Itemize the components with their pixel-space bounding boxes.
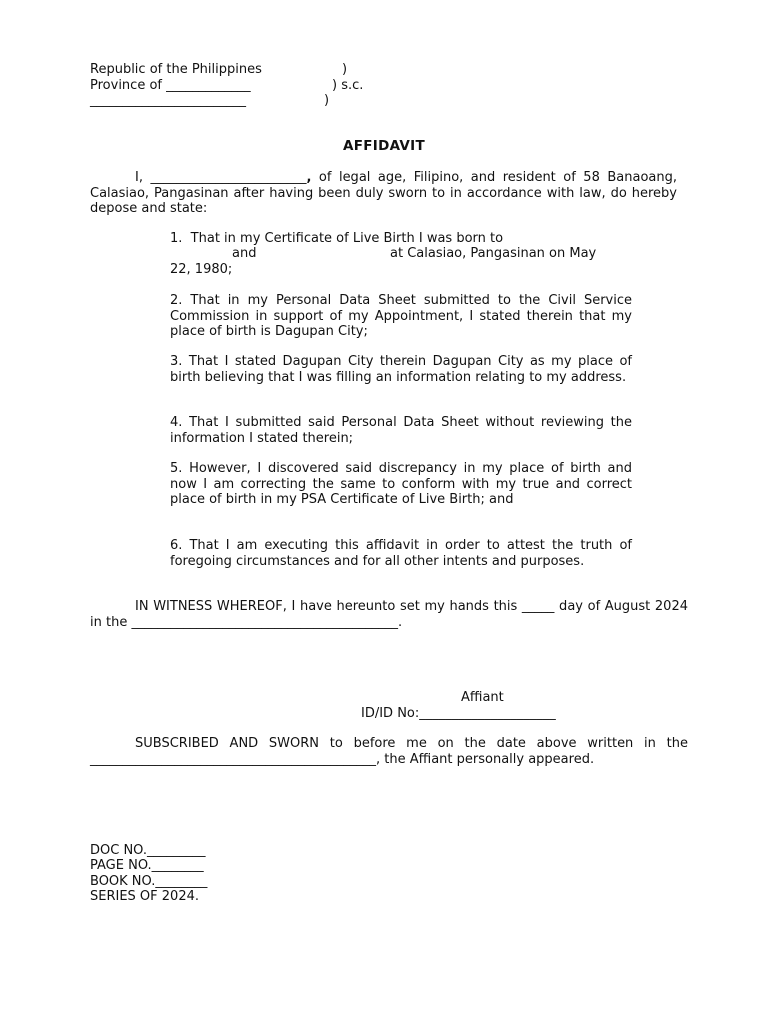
caption-republic: Republic of the Philippines <box>90 62 262 77</box>
intro-paragraph <box>90 170 677 217</box>
witness-paragraph: IN WITNESS WHEREOF, I have hereunto set my hands this _____ day of August 2024 in the _________________________________________. <box>90 599 688 630</box>
intro-comma: , <box>306 170 312 185</box>
item-1-date: 22, 1980; <box>170 262 233 277</box>
item-3: 3. That I stated Dagupan City therein Dagupan City as my place of birth believing that I was filling an information relating to my address. <box>170 354 632 385</box>
item-2: 2. That in my Personal Data Sheet submitted to the Civil Service Commission in support of my Appointment, I stated therein that my place of birth is Dagupan City; <box>170 293 632 339</box>
caption-province: Province of _____________ <box>90 78 251 93</box>
affiant-label: Affiant <box>461 690 504 705</box>
page-number: PAGE NO.________ <box>90 858 204 873</box>
item-6: 6. That I am executing this affidavit in order to attest the truth of foregoing circumstances and for all other intents and purposes. <box>170 538 632 569</box>
item-5: 5. However, I discovered said discrepancy in my place of birth and now I am correcting the same to conform with my true and correct place of birth in my PSA Certificate of Live Birth; and <box>170 461 632 507</box>
item-1-and: and <box>232 246 257 261</box>
caption-blank-line: ________________________ <box>90 93 246 108</box>
caption-paren-1: ) <box>342 62 348 77</box>
document-title: AFFIDAVIT <box>342 138 426 154</box>
item-1-line1: 1. That in my Certificate of Live Birth I was born to <box>170 231 504 246</box>
book-number: BOOK NO.________ <box>90 874 208 889</box>
subscribed-paragraph: SUBSCRIBED AND SWORN to before me on the date above written in the ____________________________________________, the Affiant personally appeared. <box>90 736 688 767</box>
doc-number: DOC NO._________ <box>90 843 206 858</box>
intro-text: of legal age, Filipino, and resident of 58 Banaoang, Calasiao, Pangasinan after having been duly sworn to in accordance with law, do hereby depose and state: <box>90 170 677 216</box>
caption-sc: ) s.c. <box>332 78 364 93</box>
item-4: 4. That I submitted said Personal Data Sheet without reviewing the information I stated therein; <box>170 415 632 446</box>
series-year: SERIES OF 2024. <box>90 889 199 904</box>
id-number-line: ID/ID No:_____________________ <box>361 706 556 721</box>
caption-paren-3: ) <box>324 93 330 108</box>
item-1-place: at Calasiao, Pangasinan on May <box>390 246 597 261</box>
intro-name-blank: I, ________________________ <box>135 170 307 185</box>
